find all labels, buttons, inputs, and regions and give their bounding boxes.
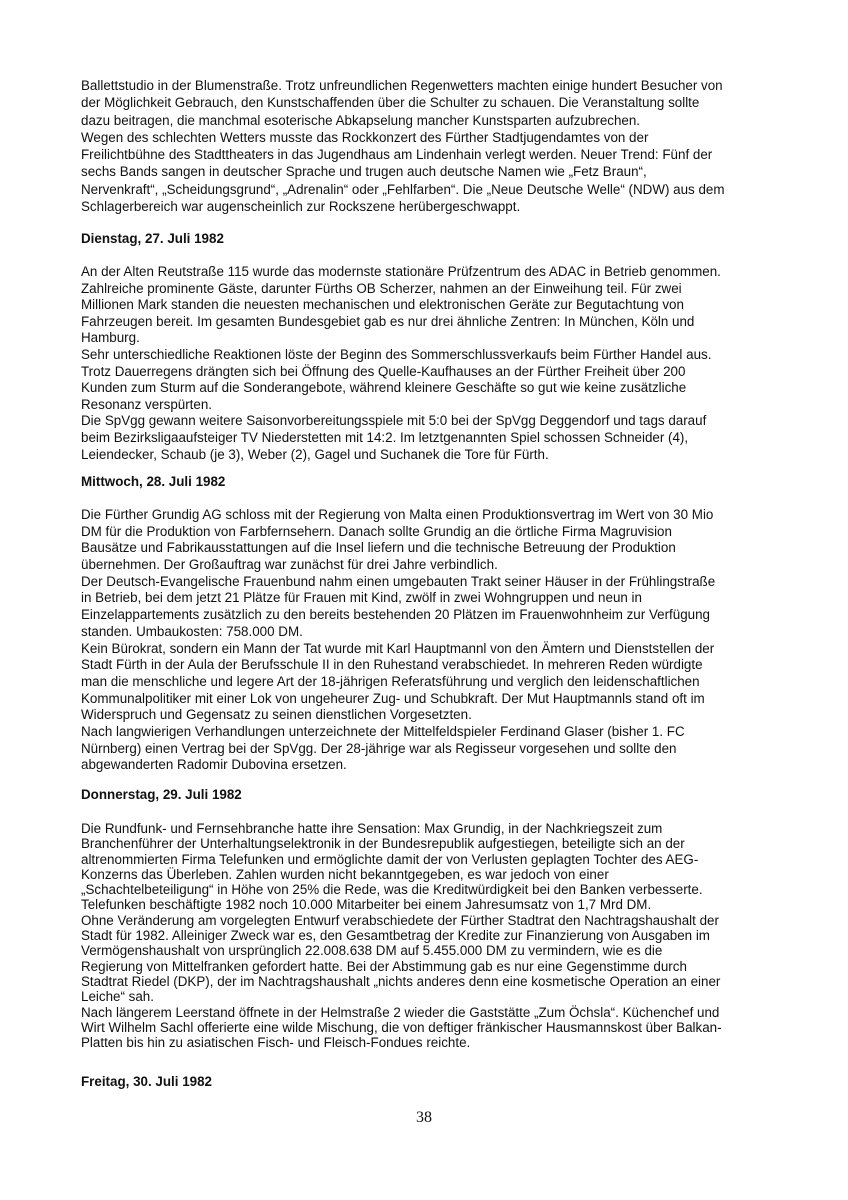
text-line: Zahlreiche prominente Gäste, darunter Fürths OB Scherzer, nahmen an der Einweihung teil. Für zwei bbox=[81, 280, 682, 296]
text-line: Ballettstudio in der Blumenstraße. Trotz unfreundlichen Regenwetters machten einige hundert Besucher von bbox=[81, 78, 723, 93]
text-line: Regierung von Mittelfranken gefordert hatte. Bei der Abstimmung gab es nur eine Gegenstimme durch bbox=[81, 958, 687, 974]
date-heading-friday: Freitag, 30. Juli 1982 bbox=[81, 1074, 212, 1089]
text-line: Millionen Mark standen die neuesten mechanischen und elektronischen Geräte zur Begutachtung von bbox=[81, 297, 684, 313]
text-block-tuesday bbox=[81, 264, 781, 463]
text-line: Resonanz verspürten. bbox=[81, 396, 213, 412]
text-line: Schlagerbereich war augenscheinlich zur Rockszene herübergeschwappt. bbox=[81, 199, 521, 215]
text-line: standen. Umbaukosten: 758.000 DM. bbox=[81, 623, 303, 639]
text-line: Stadt für 1982. Alleiniger Zweck war es, den Gesamtbetrag der Kredite zur Finanzierung von Ausgaben im bbox=[81, 928, 710, 944]
text-line: Die Fürther Grundig AG schloss mit der Regierung von Malta einen Produktionsvertrag im Wert von 30 Mio bbox=[81, 507, 714, 522]
text-line: Leiche“ sah. bbox=[81, 989, 154, 1005]
text-line: Die SpVgg gewann weitere Saisonvorbereitungsspiele mit 5:0 bei der SpVgg Deggendorf und tags darauf bbox=[81, 413, 707, 429]
text-line: Leiendecker, Schaub (je 3), Weber (2), Gagel und Suchanek die Tore für Fürth. bbox=[81, 446, 549, 462]
text-line: abgewanderten Radomir Dubovina ersetzen. bbox=[81, 757, 347, 773]
text-line: Platten bis hin zu asiatischen Fisch- und Fleisch-Fondues reichte. bbox=[81, 1035, 471, 1051]
text-line: dazu beitragen, die manchmal esoterische Abkapselung mancher Kunstsparten aufzubrechen. bbox=[81, 112, 641, 128]
text-line: Die Rundfunk- und Fernsehbranche hatte ihre Sensation: Max Grundig, in der Nachkriegszeit zum bbox=[81, 821, 663, 836]
text-line: man die menschliche und legere Art der 18-jährigen Referatsführung und verglich den leidenschaftlichen bbox=[81, 673, 700, 689]
text-line: Bausätze und Fabrikausstattungen auf die Insel liefern und die technische Betreuung der Produktion bbox=[81, 540, 676, 556]
text-line: übernehmen. Der Großauftrag war zunächst für drei Jahre verbindlich. bbox=[81, 557, 498, 573]
date-heading-wednesday: Mittwoch, 28. Juli 1982 bbox=[81, 474, 226, 489]
date-heading-thursday: Donnerstag, 29. Juli 1982 bbox=[81, 787, 242, 802]
text-line: Kommunalpolitiker mit einer Lok von ungeheurer Zug- und Schubkraft. Der Mut Hauptmannls stand oft im bbox=[81, 690, 705, 706]
text-line: Stadt Fürth in der Aula der Berufsschule II in den Ruhestand verabschiedet. In mehreren Reden würdigte bbox=[81, 657, 703, 673]
text-block-wednesday bbox=[81, 507, 781, 774]
date-heading-tuesday: Dienstag, 27. Juli 1982 bbox=[81, 231, 224, 246]
text-line: „Schachtelbeteiligung“ in Höhe von 25% die Rede, was die Kreditwürdigkeit bei den Banken verbesserte. bbox=[81, 882, 703, 898]
text-line: Nürnberg) einen Vertrag bei der SpVgg. Der 28-jährige war als Regisseur vorgesehen und sollte den bbox=[81, 740, 677, 756]
text-line: Wegen des schlechten Wetters musste das Rockkonzert des Fürther Stadtjugendamtes von der bbox=[81, 129, 649, 145]
text-line: Freilichtbühne des Stadttheaters in das Jugendhaus am Lindenhain verlegt werden. Neuer Trend: Fünf der bbox=[81, 147, 713, 163]
text-line: Trotz Dauerregens drängten sich bei Öffnung des Quelle-Kaufhauses an der Fürther Freiheit über 200 bbox=[81, 363, 686, 379]
page-number: 38 bbox=[416, 1109, 432, 1126]
text-line: Einzelappartements zusätzlich zu den bereits bestehenden 20 Plätzen im Frauenwohnheim zur Verfügung bbox=[81, 607, 710, 623]
text-line: in Betrieb, bei dem jetzt 21 Plätze für Frauen mit Kind, zwölf in zwei Wohngruppen und neun in bbox=[81, 590, 642, 606]
text-line: Konzerns das Überleben. Zahlen wurden nicht bekanntgegeben, es war jedoch von einer bbox=[81, 866, 609, 882]
text-block-continued bbox=[81, 77, 781, 215]
text-line: Der Deutsch-Evangelische Frauenbund nahm einen umgebauten Trakt seiner Häuser in der Frühlingstraße bbox=[81, 573, 716, 589]
text-line: Vermögenshaushalt von ursprünglich 22.008.638 DM auf 5.455.000 DM zu vermindern, wie es die bbox=[81, 943, 663, 959]
text-line: Branchenführer der Unterhaltungselektronik in der Bundesrepublik aufgestiegen, beteiligte sich an der bbox=[81, 836, 685, 852]
text-line: Sehr unterschiedliche Reaktionen löste der Beginn des Sommerschlussverkaufs beim Fürther Handel aus. bbox=[81, 346, 712, 362]
text-line: Hamburg. bbox=[81, 330, 140, 346]
text-line: altrenommierten Firma Telefunken und ermöglichte damit der von Verlusten geplagten Tochter des AEG- bbox=[81, 851, 699, 867]
text-line: Nervenkraft“, „Scheidungsgrund“, „Adrenalin“ oder „Fehlfarben“. Die „Neue Deutsche Welle“ (NDW) aus dem bbox=[81, 181, 725, 197]
text-block-thursday bbox=[81, 821, 781, 1050]
text-line: der Möglichkeit Gebrauch, den Kunstschaffenden über die Schulter zu schauen. Die Veranstaltung sollte bbox=[81, 95, 700, 111]
text-line: Fahrzeugen bereit. Im gesamten Bundesgebiet gab es nur drei ähnliche Zentren: In München, Köln und bbox=[81, 313, 695, 329]
text-line: Nach längerem Leerstand öffnete in der Helmstraße 2 wieder die Gaststätte „Zum Öchsla“. Küchenchef und bbox=[81, 1004, 720, 1020]
text-line: beim Bezirksligaaufsteiger TV Niederstetten mit 14:2. Im letztgenannten Spiel schossen Schneider (4), bbox=[81, 429, 689, 445]
text-line: Widerspruch und Gegensatz zu seinen dienstlichen Vorgesetzten. bbox=[81, 707, 472, 723]
text-line: sechs Bands sangen in deutscher Sprache und trugen auch deutsche Namen wie „Fetz Braun“, bbox=[81, 164, 647, 180]
text-line: Stadtrat Riedel (DKP), der im Nachtragshaushalt „nichts anderes denn eine kosmetische Operation an einer bbox=[81, 973, 721, 989]
text-line: An der Alten Reutstraße 115 wurde das modernste stationäre Prüfzentrum des ADAC in Betrieb genommen. bbox=[81, 264, 721, 279]
text-line: Kein Bürokrat, sondern ein Mann der Tat wurde mit Karl Hauptmannl von den Ämtern und Dienststellen der bbox=[81, 640, 715, 656]
text-line: Ohne Veränderung am vorgelegten Entwurf verabschiedete der Fürther Stadtrat den Nachtragshaushalt der bbox=[81, 912, 719, 928]
text-line: Nach langwierigen Verhandlungen unterzeichnete der Mittelfeldspieler Ferdinand Glaser (bisher 1. FC bbox=[81, 723, 685, 739]
text-line: DM für die Produktion von Farbfernsehern. Danach sollte Grundig an die örtliche Firma Magruvision bbox=[81, 523, 672, 539]
text-line: Wirt Wilhelm Sachl offerierte eine wilde Mischung, die von deftiger fränkischer Hausmannskost über Balkan- bbox=[81, 1019, 722, 1035]
text-line: Kunden zum Sturm auf die Sonderangebote, während kleinere Geschäfte so gut wie keine zusätzliche bbox=[81, 380, 687, 396]
text-line: Telefunken beschäftigte 1982 noch 10.000 Mitarbeiter bei einem Jahresumsatz von 1,7 Mrd DM. bbox=[81, 897, 652, 913]
